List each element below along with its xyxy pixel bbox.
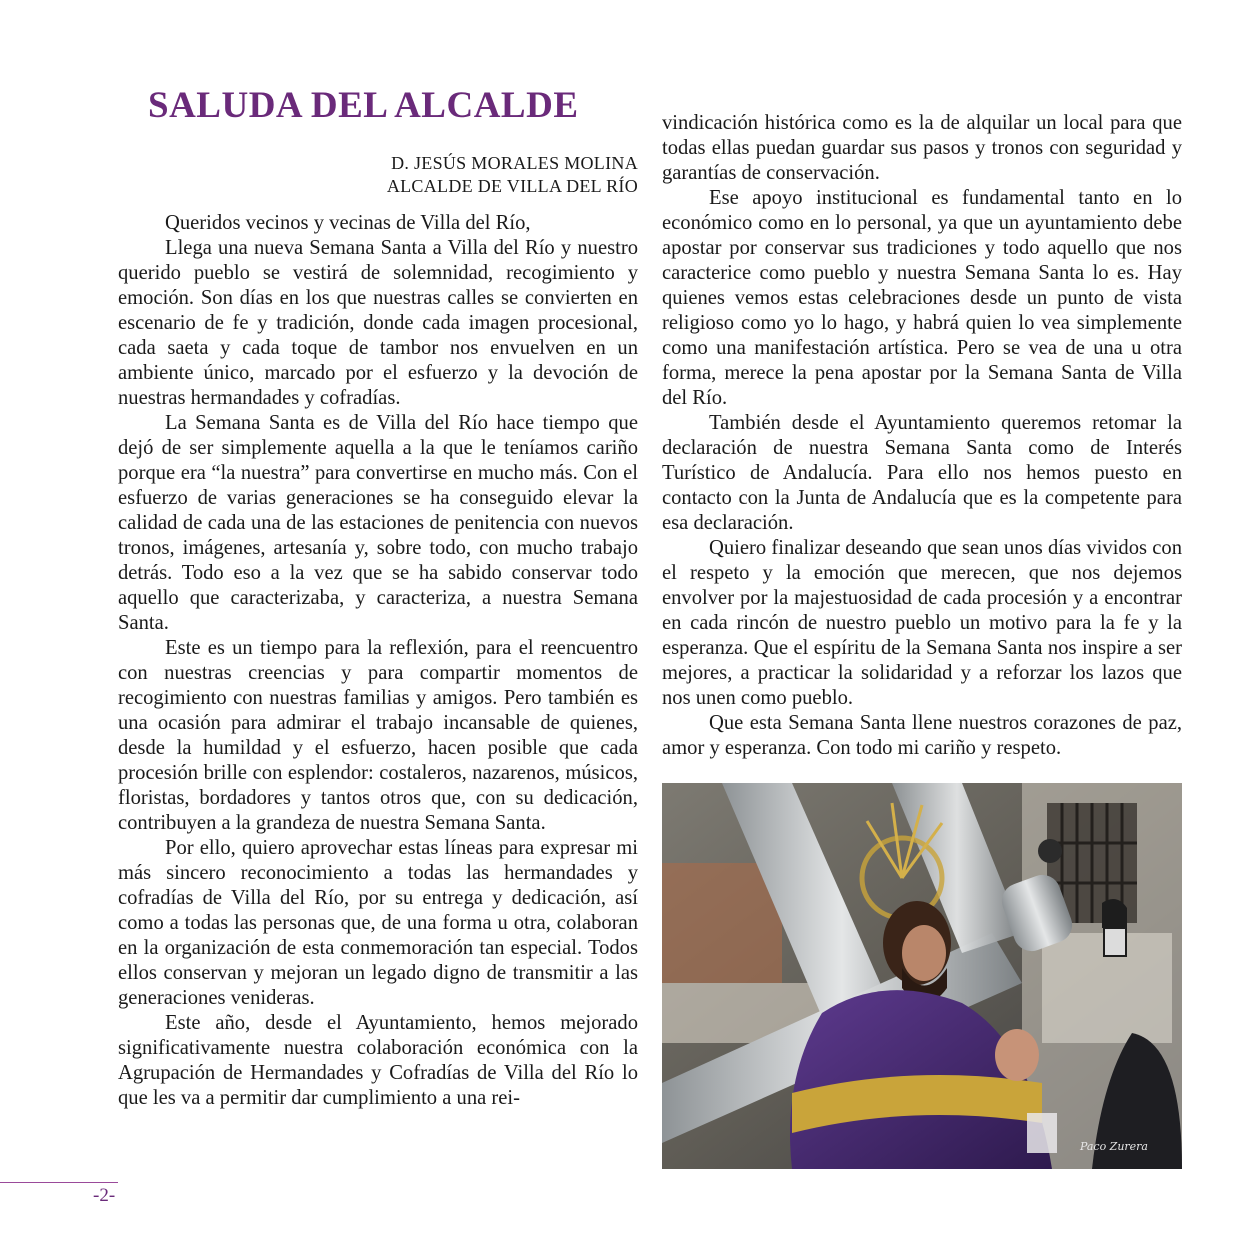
page-title: SALUDA DEL ALCALDE (148, 85, 579, 126)
photo-credit: Paco Zurera (1079, 1140, 1148, 1153)
paragraph: La Semana Santa es de Villa del Río hace tiempo que dejó de ser simplemente aquella a la que le teníamos cariño porque era “la nuestra” para convertirse en mucho más. Con el esfuerzo de varias generaciones se ha conseguido elevar la calidad de cada una de las estaciones de penitencia con nuevos tronos, imágenes, artesanía y, sobre todo, con mucho trabajo detrás. Todo eso a la vez que se ha sabido conservar todo aquello que caracterizaba, y caracteriza, a nuestra Semana Santa. (118, 412, 638, 634)
footer-divider (0, 1182, 118, 1183)
page-number: -2- (93, 1185, 116, 1206)
paragraph: Este año, desde el Ayuntamiento, hemos mejorado significativamente nuestra colaboración económica con la Agrupación de Hermandades y Cofradías de Villa del Río lo que les va a permitir dar cumplimiento a una rei- (118, 1012, 638, 1109)
procession-illustration (662, 783, 1182, 1169)
paragraph: También desde el Ayuntamiento queremos retomar la declaración de nuestra Semana Santa como de Interés Turístico de Andalucía. Para ello nos hemos puesto en contacto con la Junta de Andalucía que es la competente para esa declaración. (662, 412, 1182, 534)
paragraph: Por ello, quiero aprovechar estas líneas para expresar mi más sincero reconocimiento a todas las hermandades y cofradías de Villa del Río, por su entrega y dedicación, así como a todas las personas que, de una forma u otra, colaboran en la organización de esta conmemoración tan especial. Todos ellos conservan y mejoran un legado digno de transmitir a las generaciones venideras. (118, 837, 638, 1009)
paragraph: Que esta Semana Santa llene nuestros corazones de paz, amor y esperanza. Con todo mi cariño y respeto. (662, 712, 1182, 759)
author-role: ALCALDE DE VILLA DEL RÍO (386, 176, 638, 196)
paragraph: vindicación histórica como es la de alquilar un local para que todas ellas puedan guardar sus pasos y tronos con seguridad y garantías de conservación. (662, 112, 1182, 184)
byline (300, 152, 638, 198)
paragraph: Queridos vecinos y vecinas de Villa del Río, (165, 212, 531, 234)
paragraph: Ese apoyo institucional es fundamental tanto en lo económico como en lo personal, ya que un ayuntamiento debe apostar por conservar sus tradiciones y todo aquello que nos caracterice como pueblo y nuestra Semana Santa lo es. Hay quienes vemos estas celebraciones desde un punto de vista religioso como yo lo hago, y habrá quien lo vea simplemente como una manifestación artística. Pero se vea de una u otra forma, merece la pena apostar por la Semana Santa de Villa del Río. (662, 187, 1182, 409)
paragraph: Este es un tiempo para la reflexión, para el reencuentro con nuestras creencias y para compartir momentos de recogimiento con nuestras familias y amigos. Pero también es una ocasión para admirar el trabajo incansable de quienes, desde la humildad y el esfuerzo, hacen posible que cada procesión brille con esplendor: costaleros, nazarenos, músicos, floristas, bordadores y tantos otros que, con su dedicación, contribuyen a la grandeza de nuestra Semana Santa. (118, 637, 638, 834)
paragraph: Llega una nueva Semana Santa a Villa del Río y nuestro querido pueblo se vestirá de solemnidad, recogimiento y emoción. Son días en los que nuestras calles se convierten en escenario de fe y tradición, donde cada imagen procesional, cada saeta y cada toque de tambor nos envuelven en un ambiente único, marcado por el esfuerzo y la devoción de nuestras hermandades y cofradías. (118, 237, 638, 409)
author-name: D. JESÚS MORALES MOLINA (391, 153, 638, 173)
procession-photo (662, 783, 1182, 1169)
left-column (118, 211, 638, 1161)
right-column (662, 111, 1182, 761)
paragraph: Quiero finalizar deseando que sean unos días vividos con el respeto y la emoción que merecen, que nos dejemos envolver por la majestuosidad de cada procesión y a encontrar en cada rincón de nuestro pueblo un motivo para la fe y la esperanza. Que el espíritu de la Semana Santa nos inspire a ser mejores, a practicar la solidaridad y a reforzar los lazos que nos unen como pueblo. (662, 537, 1182, 709)
